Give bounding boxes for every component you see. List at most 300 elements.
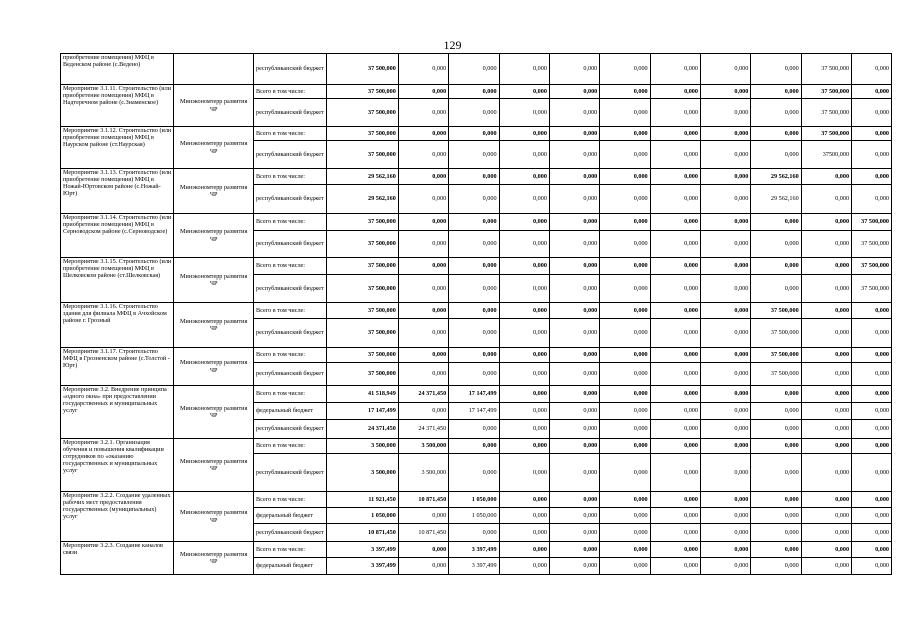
value-cell: 0,000 [398, 127, 448, 141]
value-cell: 0,000 [852, 169, 892, 185]
value-cell: 0,000 [600, 454, 650, 492]
value-cell: 0,000 [549, 439, 599, 454]
value-cell: 0,000 [499, 85, 549, 99]
value-cell: 0,000 [700, 420, 750, 439]
value-cell: 29 562,160 [751, 169, 801, 185]
value-cell: 0,000 [549, 363, 599, 386]
value-cell: 0,000 [499, 99, 549, 127]
value-cell: 0,000 [549, 303, 599, 319]
value-cell: 0,000 [852, 403, 892, 420]
value-cell: 0,000 [751, 420, 801, 439]
value-cell: 10 871,450 [398, 492, 448, 508]
table-row [61, 348, 892, 363]
value-cell: 0,000 [449, 141, 499, 169]
value-cell: 37 500,000 [327, 54, 398, 85]
value-cell: 0,000 [650, 303, 700, 319]
value-cell: 0,000 [398, 542, 448, 558]
funding-source-cell: федеральный бюджет [254, 403, 327, 420]
value-cell: 29 562,160 [327, 185, 398, 214]
value-cell: 0,000 [449, 439, 499, 454]
value-cell: 0,000 [398, 319, 448, 348]
value-cell: 0,000 [852, 439, 892, 454]
funding-source-cell: Всего в том числе: [254, 492, 327, 508]
value-cell: 0,000 [801, 348, 851, 363]
responsible-cell: Минэкономтерр развития ЧР [174, 303, 254, 348]
value-cell: 3 500,000 [398, 454, 448, 492]
value-cell: 0,000 [650, 363, 700, 386]
value-cell: 0,000 [801, 439, 851, 454]
value-cell: 0,000 [650, 99, 700, 127]
value-cell: 0,000 [650, 214, 700, 231]
value-cell: 0,000 [700, 99, 750, 127]
value-cell: 0,000 [449, 185, 499, 214]
value-cell: 0,000 [398, 363, 448, 386]
measure-name-cell: Мероприятие 3.1.16. Строительство здания для филиала МФЦ в Ачхойском районе г. Грозный [61, 303, 174, 348]
value-cell: 0,000 [751, 386, 801, 403]
funding-source-cell: федеральный бюджет [254, 508, 327, 524]
value-cell: 0,000 [549, 169, 599, 185]
funding-source-cell: республиканский бюджет [254, 454, 327, 492]
value-cell: 3 397,499 [449, 542, 499, 558]
value-cell: 0,000 [499, 185, 549, 214]
value-cell: 0,000 [600, 214, 650, 231]
value-cell: 0,000 [549, 558, 599, 575]
value-cell: 0,000 [700, 127, 750, 141]
value-cell: 0,000 [650, 508, 700, 524]
value-cell: 0,000 [650, 348, 700, 363]
funding-source-cell: республиканский бюджет [254, 275, 327, 303]
value-cell: 0,000 [499, 403, 549, 420]
value-cell: 0,000 [801, 258, 851, 275]
value-cell: 0,000 [549, 141, 599, 169]
value-cell: 11 921,450 [327, 492, 398, 508]
value-cell: 0,000 [700, 542, 750, 558]
value-cell: 0,000 [600, 231, 650, 258]
value-cell: 0,000 [499, 508, 549, 524]
value-cell: 0,000 [600, 127, 650, 141]
value-cell: 0,000 [650, 386, 700, 403]
value-cell: 0,000 [700, 454, 750, 492]
value-cell: 0,000 [852, 85, 892, 99]
funding-source-cell: Всего в том числе: [254, 386, 327, 403]
funding-source-cell: Всего в том числе: [254, 542, 327, 558]
value-cell: 0,000 [650, 420, 700, 439]
value-cell: 0,000 [549, 275, 599, 303]
value-cell: 37500,000 [801, 141, 851, 169]
funding-source-cell: республиканский бюджет [254, 99, 327, 127]
value-cell: 0,000 [398, 141, 448, 169]
value-cell: 0,000 [449, 85, 499, 99]
value-cell: 37 500,000 [801, 54, 851, 85]
funding-source-cell: Всего в том числе: [254, 214, 327, 231]
value-cell: 0,000 [600, 386, 650, 403]
value-cell: 37 500,000 [327, 303, 398, 319]
value-cell: 0,000 [499, 169, 549, 185]
value-cell: 0,000 [449, 214, 499, 231]
value-cell: 0,000 [398, 54, 448, 85]
value-cell: 37 500,000 [852, 275, 892, 303]
value-cell: 0,000 [549, 508, 599, 524]
value-cell: 0,000 [449, 348, 499, 363]
funding-source-cell: республиканский бюджет [254, 363, 327, 386]
value-cell: 0,000 [751, 258, 801, 275]
value-cell: 0,000 [700, 348, 750, 363]
value-cell: 0,000 [751, 231, 801, 258]
value-cell: 37 500,000 [852, 258, 892, 275]
funding-source-cell: республиканский бюджет [254, 141, 327, 169]
value-cell: 24 371,450 [398, 420, 448, 439]
responsible-cell [174, 54, 254, 85]
value-cell: 0,000 [801, 508, 851, 524]
value-cell: 0,000 [801, 386, 851, 403]
value-cell: 0,000 [801, 303, 851, 319]
value-cell: 37 500,000 [801, 99, 851, 127]
funding-source-cell: Всего в том числе: [254, 348, 327, 363]
value-cell: 0,000 [499, 558, 549, 575]
value-cell: 1 050,000 [449, 508, 499, 524]
measure-name-cell: Мероприятие 3.1.14. Строительство (или приобретение помещения) МФЦ в Серноводском районе (с.Серноводское) [61, 214, 174, 258]
value-cell: 0,000 [549, 386, 599, 403]
value-cell: 0,000 [801, 231, 851, 258]
value-cell: 0,000 [449, 319, 499, 348]
measure-name-cell: Мероприятие 3.2.2. Создание удаленных рабочих мест предоставления государственных (муниципальных) услуг [61, 492, 174, 542]
value-cell: 0,000 [751, 524, 801, 542]
value-cell: 0,000 [700, 275, 750, 303]
value-cell: 0,000 [801, 454, 851, 492]
value-cell: 0,000 [499, 524, 549, 542]
value-cell: 0,000 [549, 185, 599, 214]
value-cell: 0,000 [801, 185, 851, 214]
measure-name-cell: Мероприятие 3.2.3. Создание каналов связи [61, 542, 174, 575]
value-cell: 0,000 [600, 258, 650, 275]
value-cell: 0,000 [700, 169, 750, 185]
value-cell: 0,000 [751, 99, 801, 127]
value-cell: 0,000 [499, 492, 549, 508]
responsible-cell: Минэкономтерр развития ЧР [174, 492, 254, 542]
funding-source-cell: Всего в том числе: [254, 258, 327, 275]
value-cell: 0,000 [751, 85, 801, 99]
value-cell: 0,000 [600, 85, 650, 99]
value-cell: 29 562,160 [751, 185, 801, 214]
value-cell: 0,000 [801, 275, 851, 303]
value-cell: 29 562,160 [327, 169, 398, 185]
value-cell: 0,000 [700, 185, 750, 214]
funding-source-cell: республиканский бюджет [254, 185, 327, 214]
value-cell: 0,000 [700, 492, 750, 508]
measure-name-cell: Мероприятие 3.2.1. Организация обучения и повышения квалификации сотрудников по «оказанию государственных и муниципальных услуг [61, 439, 174, 492]
value-cell: 0,000 [650, 492, 700, 508]
value-cell: 37 500,000 [327, 363, 398, 386]
value-cell: 0,000 [600, 524, 650, 542]
funding-source-cell: Всего в том числе: [254, 85, 327, 99]
value-cell: 17 147,499 [327, 403, 398, 420]
value-cell: 0,000 [801, 420, 851, 439]
value-cell: 37 500,000 [327, 127, 398, 141]
responsible-cell: Минэкономтерр развития ЧР [174, 542, 254, 575]
value-cell: 0,000 [852, 127, 892, 141]
value-cell: 0,000 [398, 99, 448, 127]
value-cell: 0,000 [449, 524, 499, 542]
responsible-cell: Минэкономтерр развития ЧР [174, 127, 254, 169]
value-cell: 0,000 [499, 542, 549, 558]
value-cell: 37 500,000 [327, 141, 398, 169]
value-cell: 37 500,000 [327, 258, 398, 275]
value-cell: 0,000 [700, 319, 750, 348]
value-cell: 0,000 [852, 454, 892, 492]
value-cell: 0,000 [650, 185, 700, 214]
measure-name-cell: Мероприятие 3.1.13. Строительство (или приобретение помещения) МФЦ в Ножай-Юртовском районе (с.Ножай-Юрт) [61, 169, 174, 214]
value-cell: 3 500,000 [327, 439, 398, 454]
value-cell: 0,000 [600, 558, 650, 575]
measure-name-cell: Мероприятие 3.1.17. Строительство МФЦ в Грозненском районе (с.Толстой - Юрт) [61, 348, 174, 386]
value-cell: 0,000 [852, 141, 892, 169]
value-cell: 0,000 [600, 54, 650, 85]
funding-source-cell: республиканский бюджет [254, 524, 327, 542]
value-cell: 0,000 [398, 558, 448, 575]
value-cell: 0,000 [700, 231, 750, 258]
value-cell: 0,000 [549, 348, 599, 363]
value-cell: 0,000 [549, 54, 599, 85]
value-cell: 0,000 [700, 439, 750, 454]
table-row [61, 386, 892, 403]
value-cell: 0,000 [549, 403, 599, 420]
measure-name-cell: Мероприятие 3.1.11. Строительство (или приобретение помещения) МФЦ в Надтеречном районе (с.Знаменское) [61, 85, 174, 127]
value-cell: 37 500,000 [327, 231, 398, 258]
value-cell: 0,000 [398, 214, 448, 231]
value-cell: 0,000 [499, 303, 549, 319]
value-cell: 0,000 [751, 454, 801, 492]
value-cell: 0,000 [700, 558, 750, 575]
value-cell: 0,000 [499, 319, 549, 348]
value-cell: 0,000 [852, 348, 892, 363]
value-cell: 37 500,000 [327, 99, 398, 127]
value-cell: 0,000 [801, 524, 851, 542]
value-cell: 0,000 [852, 303, 892, 319]
value-cell: 0,000 [499, 439, 549, 454]
table-row [61, 54, 892, 85]
value-cell: 0,000 [852, 386, 892, 403]
responsible-cell: Минэкономтерр развития ЧР [174, 214, 254, 258]
value-cell: 0,000 [449, 363, 499, 386]
funding-source-cell: Всего в том числе: [254, 127, 327, 141]
value-cell: 0,000 [449, 275, 499, 303]
value-cell: 0,000 [852, 420, 892, 439]
value-cell: 3 397,499 [327, 558, 398, 575]
value-cell: 1 050,000 [327, 508, 398, 524]
responsible-cell: Минэкономтерр развития ЧР [174, 258, 254, 303]
value-cell: 0,000 [499, 127, 549, 141]
value-cell: 0,000 [398, 275, 448, 303]
value-cell: 37 500,000 [327, 275, 398, 303]
value-cell: 0,000 [852, 99, 892, 127]
value-cell: 0,000 [801, 319, 851, 348]
value-cell: 37 500,000 [327, 214, 398, 231]
value-cell: 0,000 [449, 258, 499, 275]
value-cell: 0,000 [449, 127, 499, 141]
value-cell: 0,000 [600, 542, 650, 558]
value-cell: 0,000 [398, 258, 448, 275]
value-cell: 0,000 [852, 319, 892, 348]
value-cell: 0,000 [499, 141, 549, 169]
value-cell: 0,000 [751, 141, 801, 169]
value-cell: 0,000 [751, 508, 801, 524]
value-cell: 3 500,000 [327, 454, 398, 492]
value-cell: 0,000 [499, 275, 549, 303]
value-cell: 3 397,499 [327, 542, 398, 558]
value-cell: 0,000 [650, 558, 700, 575]
value-cell: 0,000 [650, 524, 700, 542]
value-cell: 0,000 [499, 231, 549, 258]
value-cell: 0,000 [700, 386, 750, 403]
value-cell: 0,000 [700, 54, 750, 85]
measure-name-cell: Мероприятие 3.1.15. Строительство (или приобретение помещения) МФЦ в Шелковском районе (ст.Шелковская) [61, 258, 174, 303]
value-cell: 0,000 [751, 558, 801, 575]
value-cell: 0,000 [801, 542, 851, 558]
value-cell: 0,000 [852, 524, 892, 542]
value-cell: 17 147,499 [449, 386, 499, 403]
value-cell: 0,000 [801, 403, 851, 420]
measure-name-cell: Мероприятие 3.2. Внедрение принципа «одного окна» при предоставлении государственных и муниципальных услуг [61, 386, 174, 439]
value-cell: 0,000 [650, 403, 700, 420]
value-cell: 0,000 [549, 127, 599, 141]
value-cell: 0,000 [751, 439, 801, 454]
value-cell: 0,000 [650, 542, 700, 558]
value-cell: 0,000 [700, 85, 750, 99]
value-cell: 0,000 [398, 85, 448, 99]
value-cell: 0,000 [449, 54, 499, 85]
value-cell: 0,000 [801, 169, 851, 185]
value-cell: 0,000 [499, 420, 549, 439]
value-cell: 37 500,000 [801, 85, 851, 99]
value-cell: 3 500,000 [398, 439, 448, 454]
value-cell: 0,000 [549, 85, 599, 99]
value-cell: 0,000 [398, 508, 448, 524]
funding-source-cell: республиканский бюджет [254, 420, 327, 439]
table-row [61, 303, 892, 319]
value-cell: 0,000 [600, 275, 650, 303]
value-cell: 0,000 [600, 169, 650, 185]
table-row [61, 258, 892, 275]
value-cell: 0,000 [600, 141, 650, 169]
value-cell: 0,000 [751, 127, 801, 141]
value-cell: 0,000 [398, 303, 448, 319]
value-cell: 17 147,499 [449, 403, 499, 420]
value-cell: 0,000 [398, 185, 448, 214]
value-cell: 0,000 [801, 558, 851, 575]
value-cell: 0,000 [852, 508, 892, 524]
value-cell: 0,000 [600, 303, 650, 319]
value-cell: 1 050,000 [449, 492, 499, 508]
funding-source-cell: федеральный бюджет [254, 558, 327, 575]
funding-source-cell: республиканский бюджет [254, 319, 327, 348]
value-cell: 37 500,000 [327, 85, 398, 99]
value-cell: 0,000 [549, 454, 599, 492]
value-cell: 0,000 [700, 214, 750, 231]
responsible-cell: Минэкономтерр развития ЧР [174, 85, 254, 127]
table-row [61, 214, 892, 231]
value-cell: 0,000 [852, 363, 892, 386]
value-cell: 0,000 [852, 542, 892, 558]
responsible-cell: Минэкономтерр развития ЧР [174, 386, 254, 439]
value-cell: 0,000 [801, 214, 851, 231]
value-cell: 0,000 [751, 403, 801, 420]
value-cell: 0,000 [751, 275, 801, 303]
value-cell: 0,000 [751, 492, 801, 508]
responsible-cell: Минэкономтерр развития ЧР [174, 348, 254, 386]
value-cell: 37 500,000 [751, 348, 801, 363]
table-row [61, 127, 892, 141]
value-cell: 0,000 [398, 348, 448, 363]
value-cell: 0,000 [499, 454, 549, 492]
value-cell: 24 371,450 [398, 386, 448, 403]
value-cell: 0,000 [449, 303, 499, 319]
value-cell: 0,000 [600, 363, 650, 386]
value-cell: 0,000 [700, 403, 750, 420]
value-cell: 0,000 [751, 214, 801, 231]
value-cell: 0,000 [600, 319, 650, 348]
value-cell: 0,000 [852, 185, 892, 214]
value-cell: 0,000 [600, 348, 650, 363]
value-cell: 0,000 [499, 363, 549, 386]
value-cell: 0,000 [600, 508, 650, 524]
value-cell: 0,000 [650, 275, 700, 303]
value-cell: 0,000 [700, 524, 750, 542]
value-cell: 37 500,000 [751, 303, 801, 319]
value-cell: 0,000 [549, 214, 599, 231]
value-cell: 0,000 [650, 141, 700, 169]
value-cell: 0,000 [650, 439, 700, 454]
value-cell: 0,000 [398, 231, 448, 258]
value-cell: 0,000 [600, 185, 650, 214]
value-cell: 0,000 [650, 231, 700, 258]
value-cell: 0,000 [650, 54, 700, 85]
value-cell: 0,000 [549, 542, 599, 558]
value-cell: 0,000 [600, 420, 650, 439]
value-cell: 0,000 [549, 492, 599, 508]
value-cell: 0,000 [700, 258, 750, 275]
value-cell: 0,000 [449, 420, 499, 439]
value-cell: 0,000 [549, 99, 599, 127]
table-row [61, 169, 892, 185]
value-cell: 0,000 [852, 558, 892, 575]
value-cell: 0,000 [499, 214, 549, 231]
budget-table [60, 53, 892, 575]
value-cell: 0,000 [499, 54, 549, 85]
value-cell: 0,000 [700, 363, 750, 386]
value-cell: 0,000 [801, 363, 851, 386]
funding-source-cell: Всего в том числе: [254, 439, 327, 454]
value-cell: 0,000 [600, 99, 650, 127]
measure-name-cell: приобретение помещения) МФЦ в Веденском районе (с.Ведено) [61, 54, 174, 85]
value-cell: 0,000 [751, 54, 801, 85]
value-cell: 0,000 [650, 85, 700, 99]
value-cell: 37 500,000 [751, 319, 801, 348]
value-cell: 0,000 [600, 439, 650, 454]
value-cell: 37 500,000 [751, 363, 801, 386]
value-cell: 37 500,000 [327, 319, 398, 348]
page-number: 129 [443, 38, 462, 52]
table-row [61, 542, 892, 558]
value-cell: 0,000 [499, 258, 549, 275]
value-cell: 0,000 [600, 403, 650, 420]
value-cell: 0,000 [700, 141, 750, 169]
value-cell: 0,000 [449, 99, 499, 127]
table-row [61, 439, 892, 454]
value-cell: 0,000 [650, 127, 700, 141]
value-cell: 37 500,000 [801, 127, 851, 141]
value-cell: 0,000 [449, 169, 499, 185]
funding-source-cell: Всего в том числе: [254, 303, 327, 319]
